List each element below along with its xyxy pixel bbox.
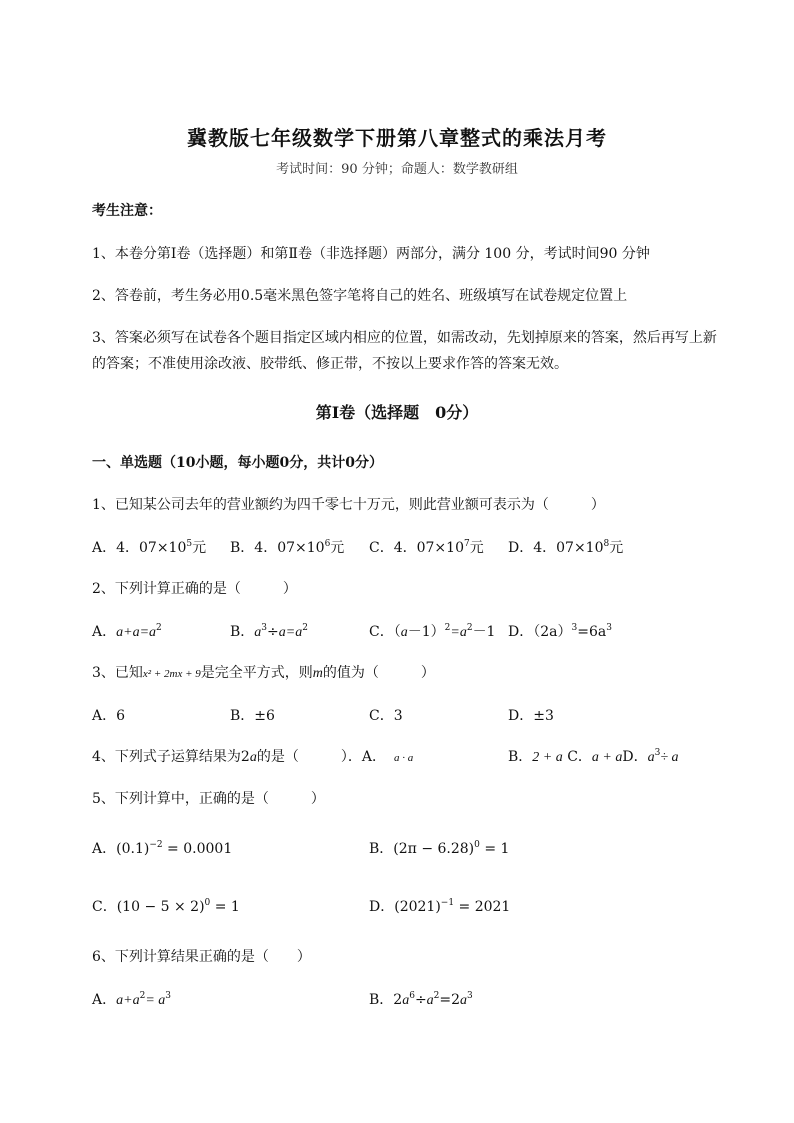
exponent: 0 — [204, 898, 211, 908]
exponent: −1 — [440, 898, 455, 908]
question-2-option-b[interactable] — [230, 621, 308, 641]
question-1-stem: 1、已知某公司去年的营业额约为四千零七十万元，则此营业额可表示为（ ） — [92, 497, 605, 513]
math-expr: = 1 — [210, 899, 240, 915]
math-expr: x² + 2mx + 9 — [142, 668, 201, 680]
question-4-option-b[interactable]: 2 + a — [532, 750, 563, 765]
math-text: －1 — [472, 624, 496, 640]
exponent: 2 — [156, 623, 162, 633]
section-title: 第Ⅰ卷（选择题 0分） — [315, 403, 479, 422]
math-text: =6a — [577, 624, 607, 640]
math-expr: a=a — [278, 625, 303, 640]
question-4-stem — [92, 746, 413, 766]
part-title: 一、单选题（10小题，每小题0分，共计0分） — [92, 455, 383, 471]
exponent: 3 — [467, 991, 473, 1001]
math-expr: (10 − 5 × 2) — [116, 899, 205, 915]
math-text: =2 — [439, 992, 461, 1008]
option-label: D． — [622, 749, 648, 765]
exponent: 3 — [261, 623, 268, 633]
exponent: 2 — [444, 623, 451, 633]
math-var: a — [647, 750, 655, 765]
question-4-option-c[interactable]: a + a — [591, 750, 623, 765]
operator: ÷ — [267, 624, 279, 640]
exponent: 2 — [433, 991, 440, 1001]
math-expr: =a — [450, 625, 467, 640]
math-var: a — [402, 993, 410, 1008]
math-expr: = 1 — [479, 841, 510, 857]
operator: ÷ — [414, 992, 427, 1008]
stem-text: 是完全平方式，则 — [200, 665, 313, 681]
question-5-option-c[interactable] — [92, 896, 240, 916]
question-3-option-a[interactable]: A．6 — [92, 708, 126, 724]
exponent: 7 — [463, 539, 470, 549]
math-var: a — [426, 993, 434, 1008]
question-5-option-a[interactable] — [92, 838, 232, 858]
question-5-stem: 5、下列计算中，正确的是（ ） — [92, 791, 325, 807]
stem-text: 4、下列式子运算结果为2 — [92, 749, 250, 765]
question-3-option-d[interactable]: D．±3 — [508, 708, 554, 724]
option-unit: 元 — [192, 540, 207, 556]
math-expr: (2021) — [394, 899, 441, 915]
question-5-option-d[interactable] — [369, 896, 510, 916]
stem-text: 的值为（ ） — [322, 665, 435, 681]
page-title: 冀教版七年级数学下册第八章整式的乘法月考 — [187, 126, 607, 150]
question-2-stem: 2、下列计算正确的是（ ） — [92, 581, 297, 597]
exponent: −2 — [149, 840, 163, 850]
math-expr: (2π − 6.28) — [393, 841, 475, 857]
question-2-option-d[interactable] — [508, 621, 612, 641]
notice-heading: 考生注意： — [92, 203, 162, 219]
question-1-option-d[interactable] — [508, 537, 623, 557]
option-label: C．（ — [369, 624, 401, 640]
question-6-stem: 6、下列计算结果正确的是（ ） — [92, 949, 311, 965]
question-2-option-a[interactable] — [92, 621, 162, 641]
question-2-option-c[interactable] — [369, 621, 495, 641]
math-expr: a+a=a — [116, 625, 157, 640]
option-label: D．（2a） — [508, 624, 572, 640]
exponent: 8 — [603, 539, 610, 549]
question-1-option-c[interactable] — [369, 537, 484, 557]
option-unit: 元 — [469, 540, 484, 556]
exam-info: 考试时间：90 分钟；命题人：数学教研组 — [276, 162, 518, 177]
option-unit: 元 — [330, 540, 345, 556]
math-var: a — [249, 750, 257, 765]
exponent: 3 — [571, 623, 578, 633]
exponent: 2 — [139, 991, 146, 1001]
option-text: D．4．07×10 — [508, 540, 604, 556]
stem-text: 3、已知 — [92, 665, 143, 681]
exponent: 6 — [324, 539, 331, 549]
question-3-option-c[interactable]: C．3 — [369, 708, 403, 724]
question-6-option-a[interactable] — [92, 989, 171, 1009]
option-label: B． — [230, 624, 255, 640]
math-expr: a+a — [116, 993, 140, 1008]
exponent: 2 — [466, 623, 473, 633]
option-label: B． — [508, 749, 533, 765]
option-text: A．4．07×10 — [92, 540, 187, 556]
notice-item-3-line-1: 3、答案必须写在试卷各个题目指定区域内相应的位置，如需改动，先划掉原来的答案，然后再写上新 — [92, 330, 717, 346]
notice-item-1: 1、本卷分第Ⅰ卷（选择题）和第Ⅱ卷（非选择题）两部分，满分 100 分，考试时间90 分钟 — [92, 246, 650, 262]
question-4-option-a[interactable]: a · a — [393, 752, 414, 764]
exponent: 3 — [165, 991, 171, 1001]
math-var: m — [312, 666, 323, 681]
exponent: 3 — [606, 623, 612, 633]
option-label: A． — [92, 841, 117, 857]
math-expr: ÷ a — [660, 750, 679, 765]
math-expr: (0.1) — [116, 841, 150, 857]
question-4-options-bcd — [508, 746, 679, 766]
notice-item-2: 2、答卷前，考生务必用0.5毫米黑色签字笔将自己的姓名、班级填写在试卷规定位置上 — [92, 288, 628, 304]
math-var: a — [400, 625, 408, 640]
exponent: 3 — [654, 748, 661, 758]
question-1-option-b[interactable] — [230, 537, 344, 557]
option-label: B．2 — [369, 992, 403, 1008]
math-var: a — [254, 625, 262, 640]
option-label: D． — [369, 899, 395, 915]
question-1-option-a[interactable] — [92, 537, 206, 557]
option-label: A． — [92, 624, 117, 640]
math-expr: = 0.0001 — [162, 841, 233, 857]
option-label: C． — [92, 899, 117, 915]
notice-item-3-line-2: 的答案；不准使用涂改液、胶带纸、修正带，不按以上要求作答的答案无效。 — [92, 356, 568, 372]
stem-text: 的是（ ）．A． — [256, 749, 386, 765]
question-3-stem — [92, 662, 435, 682]
exponent: 2 — [302, 623, 308, 633]
option-text: B．4．07×10 — [230, 540, 325, 556]
math-expr: = 2021 — [454, 899, 511, 915]
option-label: A． — [92, 992, 117, 1008]
math-var: a — [460, 993, 468, 1008]
math-text: －1） — [407, 624, 445, 640]
question-3-option-b[interactable]: B．±6 — [230, 708, 275, 724]
exponent: 6 — [409, 991, 415, 1001]
option-unit: 元 — [609, 540, 624, 556]
question-5-option-b[interactable] — [369, 838, 509, 858]
question-4-option-d[interactable] — [648, 749, 679, 765]
option-text: C．4．07×10 — [369, 540, 464, 556]
exponent: 0 — [474, 840, 480, 850]
option-label: B． — [369, 841, 394, 857]
option-label: C． — [567, 749, 592, 765]
math-expr: = a — [145, 993, 166, 1008]
question-6-option-b[interactable] — [369, 989, 473, 1009]
exponent: 5 — [186, 539, 193, 549]
